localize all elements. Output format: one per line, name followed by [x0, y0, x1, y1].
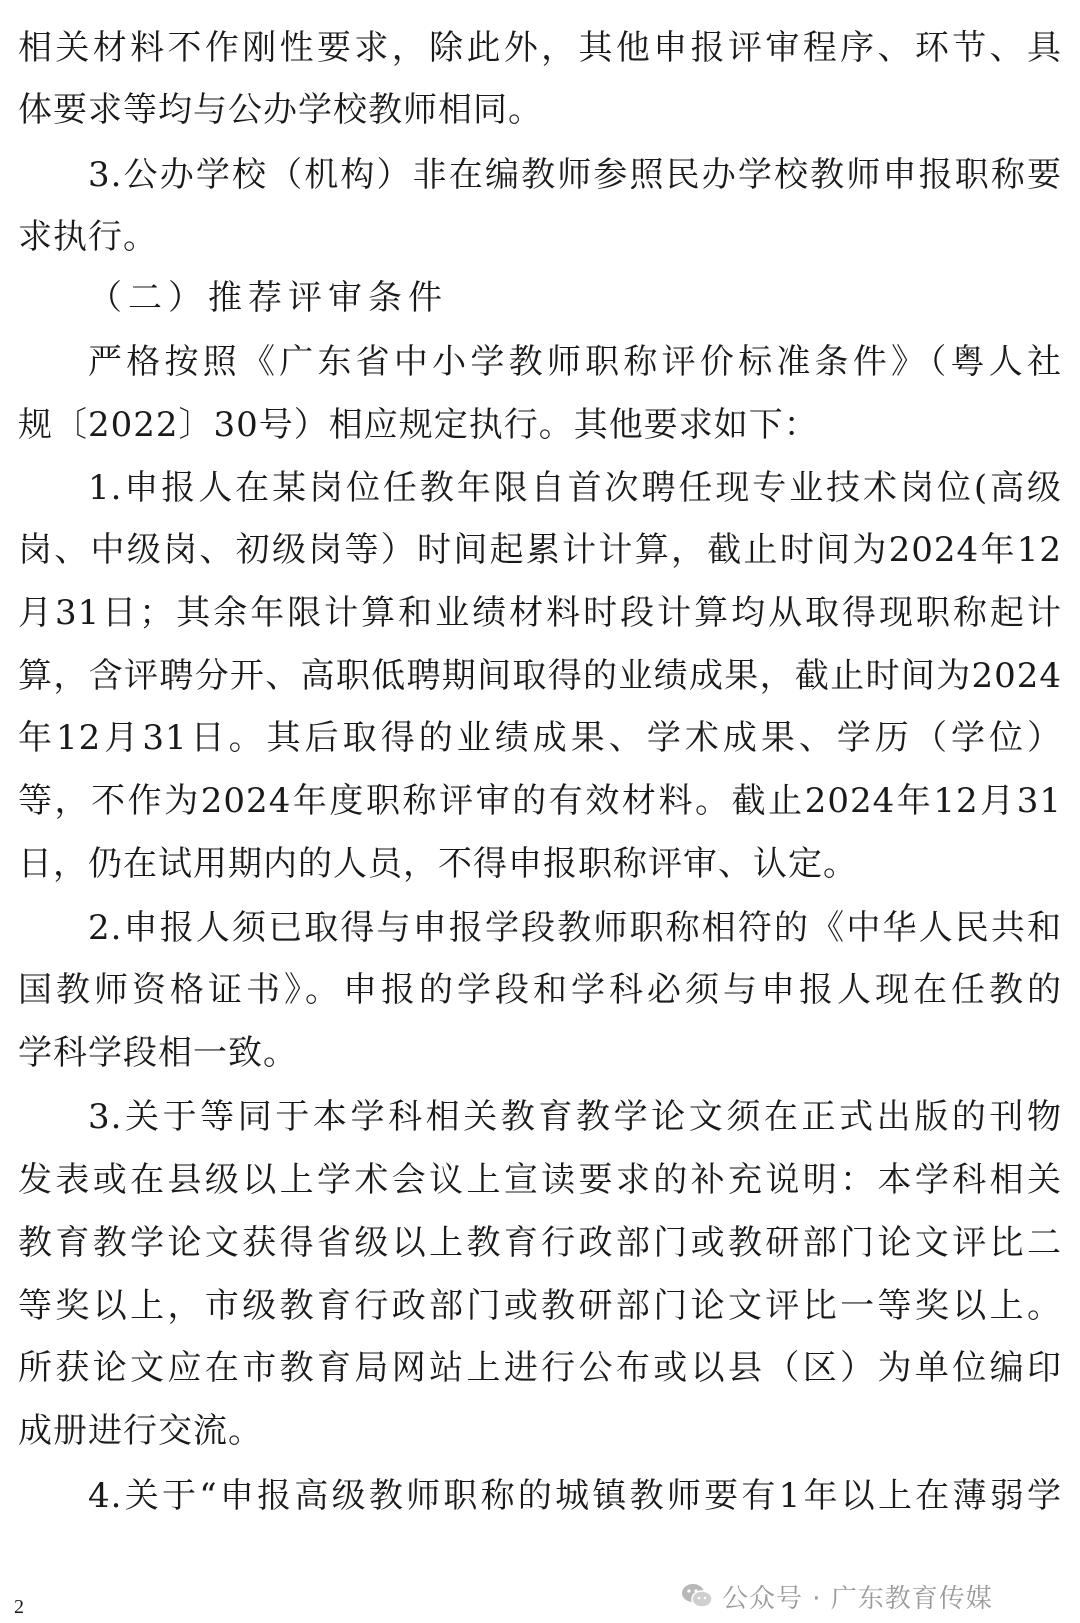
body-text-line: 规〔2022〕30号）相应规定执行。其他要求如下： — [18, 405, 819, 445]
wechat-official-account-icon — [680, 1582, 714, 1610]
body-text-line: 年12月31日。其后取得的业绩成果、学术成果、学历（学位） — [18, 718, 1062, 758]
body-text-line: 1.申报人在某岗位任教年限自首次聘任现专业技术岗位(高级 — [88, 468, 1062, 508]
body-text-line: 求执行。 — [18, 217, 158, 257]
body-text-line: 4.关于“申报高级教师职称的城镇教师要有1年以上在薄弱学 — [88, 1476, 1062, 1516]
body-text-line: 发表或在县级以上学术会议上宣读要求的补充说明：本学科相关 — [18, 1160, 1062, 1200]
body-text-line: 相关材料不作刚性要求，除此外，其他申报评审程序、环节、具 — [18, 28, 1062, 68]
body-text-line: 成册进行交流。 — [18, 1411, 263, 1451]
body-text-line: 所获论文应在市教育局网站上进行公布或以县（区）为单位编印 — [18, 1348, 1062, 1388]
body-text-line: 月31日；其余年限计算和业绩材料时段计算均从取得现职称起计 — [18, 593, 1062, 633]
watermark-text: 公众号 · 广东教育传媒 — [722, 1583, 993, 1614]
section-heading: （二）推荐评审条件 — [88, 278, 448, 318]
body-text-line: 体要求等均与公办学校教师相同。 — [18, 90, 543, 130]
body-text-line: 岗、中级岗、初级岗等）时间起累计计算，截止时间为2024年12 — [18, 530, 1062, 570]
body-text-line: 严格按照《广东省中小学教师职称评价标准条件》（粤人社 — [88, 342, 1062, 382]
body-text-line: 算，含评聘分开、高职低聘期间取得的业绩成果，截止时间为2024 — [18, 656, 1062, 696]
body-text-line: 教育教学论文获得省级以上教育行政部门或教研部门论文评比二 — [18, 1223, 1062, 1263]
body-text-line: 2.申报人须已取得与申报学段教师职称相符的《中华人民共和 — [88, 908, 1062, 948]
page-number: 2 — [14, 1596, 24, 1618]
body-text-line: 3.公办学校（机构）非在编教师参照民办学校教师申报职称要 — [88, 155, 1062, 195]
body-text-line: 学科学段相一致。 — [18, 1033, 298, 1073]
body-text-line: 日，仍在试用期内的人员，不得申报职称评审、认定。 — [18, 844, 858, 884]
body-text-line: 等，不作为2024年度职称评审的有效材料。截止2024年12月31 — [18, 781, 1062, 821]
body-text-line: 3.关于等同于本学科相关教育教学论文须在正式出版的刊物 — [88, 1097, 1062, 1137]
body-text-line: 国教师资格证书》。申报的学段和学科必须与申报人现在任教的 — [18, 970, 1062, 1010]
watermark — [680, 1578, 993, 1614]
body-text-line: 等奖以上，市级教育行政部门或教研部门论文评比一等奖以上。 — [18, 1286, 1062, 1326]
